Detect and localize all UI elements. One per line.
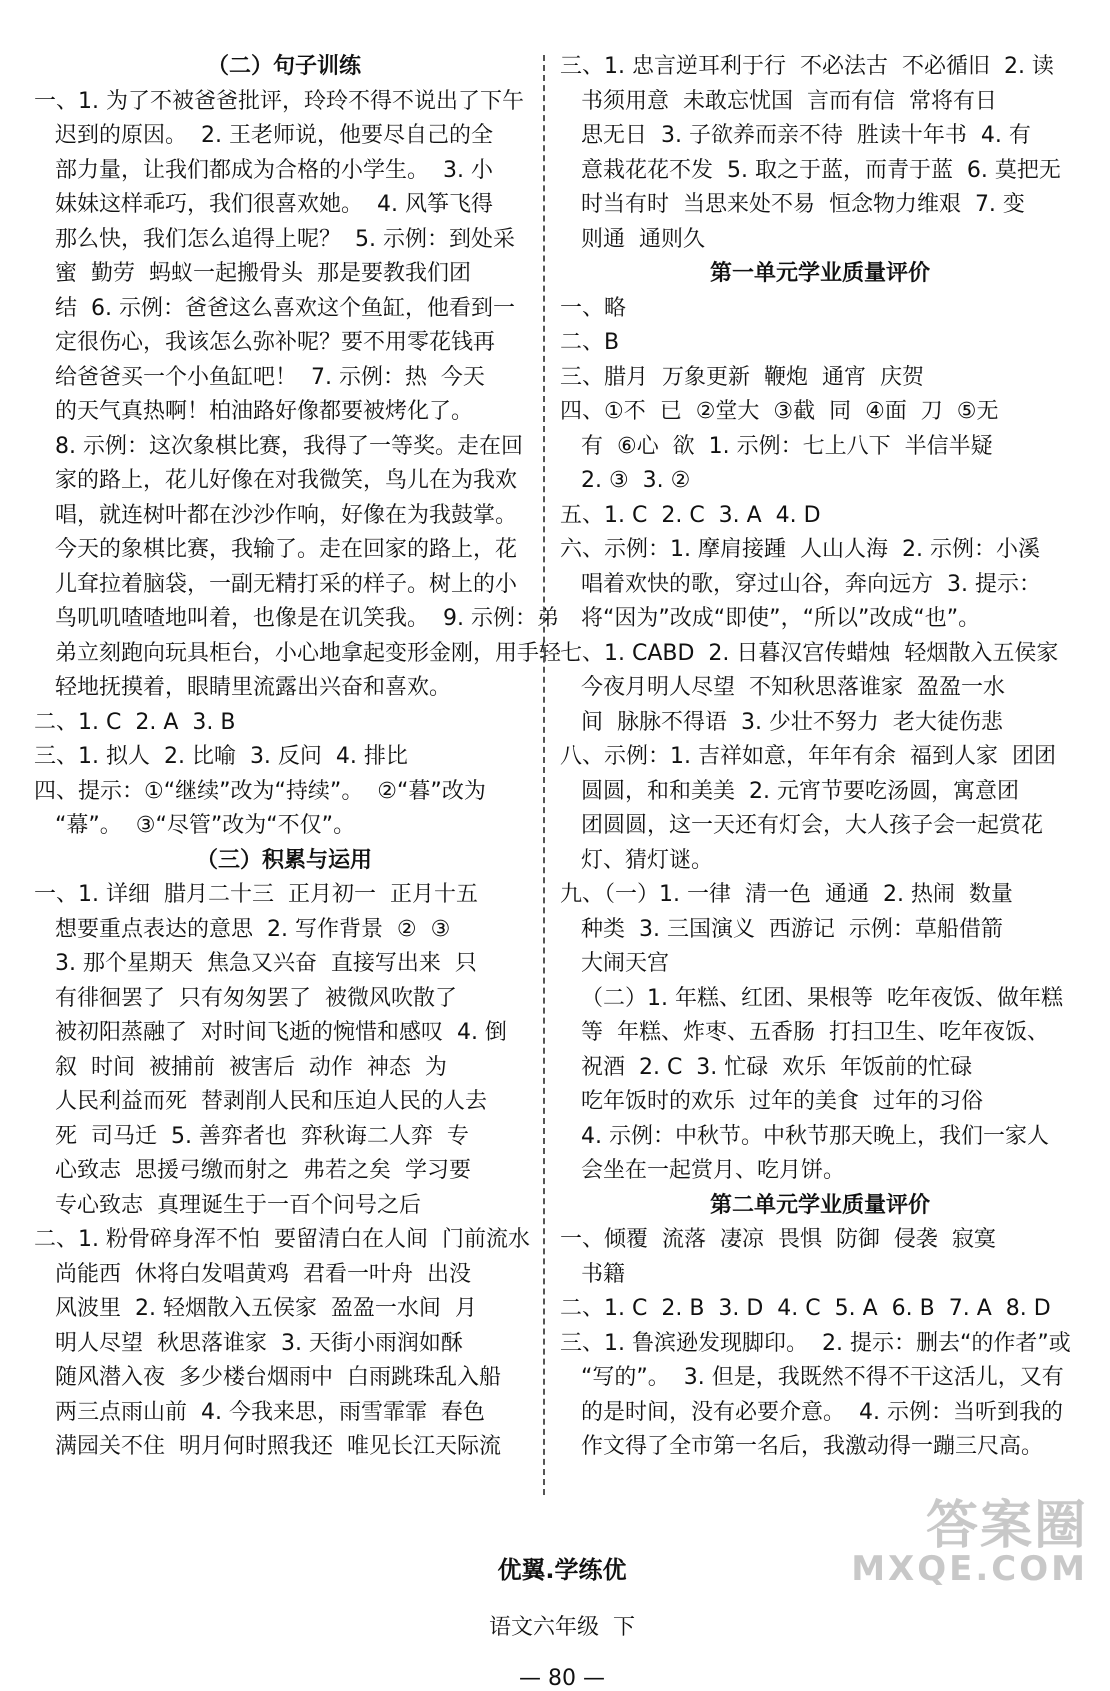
right-answer-line: 将“因为”改成“即使”，“所以”改成“也”。 bbox=[560, 606, 981, 631]
left-column bbox=[34, 50, 561, 1465]
right-answer-line: 圆圆，和和美美 2. 元宵节要吃汤圆，寓意团 bbox=[560, 778, 1019, 804]
left-answer-line: 心致志 思援弓缴而射之 弗若之矣 学习要 bbox=[34, 1158, 471, 1183]
left-answer-line: 风波里 2. 轻烟散入五侯家 盈盈一水间 月 bbox=[34, 1296, 477, 1321]
right-answer-line: 意栽花花不发 5. 取之于蓝，而青于蓝 6. 莫把无 bbox=[560, 157, 1061, 183]
watermark-logo bbox=[851, 1496, 1088, 1589]
left-answer-line: 唱，就连树叶都在沙沙作响，好像在为我鼓掌。 bbox=[34, 502, 517, 528]
left-answer-line: 三、1. 拟人 2. 比喻 3. 反问 4. 排比 bbox=[34, 744, 408, 769]
right-answer-line: 的是时间，没有必要介意。 4. 示例：当听到我的 bbox=[560, 1399, 1063, 1425]
watermark-bottom: MXQE.COM bbox=[851, 1549, 1088, 1589]
right-answer-line: 七、1. CABD 2. 日暮汉宫传蜡烛 轻烟散入五侯家 bbox=[560, 640, 1059, 666]
left-answer-line: 一、1. 为了不被爸爸批评，玲玲不得不说出了下午 bbox=[34, 88, 524, 114]
left-answer-line: 8. 示例：这次象棋比赛，我得了一等奖。走在回 bbox=[34, 433, 523, 459]
left-answer-line: 专心致志 真理诞生于一百个问号之后 bbox=[34, 1192, 421, 1218]
right-answer-line: “写的”。 3. 但是，我既然不得不干这活儿，又有 bbox=[560, 1365, 1064, 1390]
left-answer-line: 死 司马迁 5. 善弈者也 弈秋诲二人弈 专 bbox=[34, 1123, 469, 1149]
left-answer-line: 随风潜入夜 多少楼台烟雨中 白雨跳珠乱入船 bbox=[34, 1365, 501, 1390]
footer-subject: 语文六年级 下 bbox=[489, 1615, 635, 1640]
left-answer-line: 结 6. 示例：爸爸这么喜欢这个鱼缸，他看到一 bbox=[34, 295, 515, 321]
left-answer-line: 那么快，我们怎么追得上呢？ 5. 示例：到处采 bbox=[34, 226, 515, 252]
right-answer-line: 作文得了全市第一名后，我激动得一蹦三尺高。 bbox=[560, 1434, 1043, 1459]
right-answer-line: 三、1. 鲁滨逊发现脚印。 2. 提示：删去“的作者”或 bbox=[560, 1330, 1071, 1356]
left-answer-line: 的天气真热啊！柏油路好像都要被烤化了。 bbox=[34, 399, 473, 424]
left-answer-line: 想要重点表达的意思 2. 写作背景 ② ③ bbox=[34, 916, 451, 942]
right-answer-line: 时当有时 当思来处不易 恒念物力维艰 7. 变 bbox=[560, 192, 1025, 217]
footer-brand: 优翼.学练优 bbox=[497, 1556, 627, 1584]
right-answer-line: 二、B bbox=[560, 330, 620, 355]
left-answer-line: 蜜 勤劳 蚂蚁一起搬骨头 那是要教我们团 bbox=[34, 261, 471, 286]
watermark-top: 答案圈 bbox=[925, 1496, 1088, 1556]
left-answer-line: 人民利益而死 替剥削人民和压迫人民的人去 bbox=[34, 1089, 487, 1114]
right-answer-line: 书籍 bbox=[560, 1261, 625, 1287]
left-answer-line: 二、1. 粉骨碎身浑不怕 要留清白在人间 门前流水 bbox=[34, 1227, 530, 1252]
column-divider bbox=[543, 55, 545, 1495]
left-answer-line: 迟到的原因。 2. 王老师说，他要尽自己的全 bbox=[34, 123, 493, 148]
left-answer-line: 3. 那个星期天 焦急又兴奋 直接写出来 只 bbox=[34, 951, 477, 976]
left-answer-line: 尚能西 休将白发唱黄鸡 君看一叶舟 出没 bbox=[34, 1261, 471, 1287]
right-section-heading: 第一单元学业质量评价 bbox=[709, 261, 930, 286]
right-answer-line: 2. ③ 3. ② bbox=[560, 468, 691, 493]
right-answer-line: 灯、猜灯谜。 bbox=[560, 847, 713, 873]
left-answer-line: 叙 时间 被捕前 被害后 动作 神态 为 bbox=[34, 1054, 447, 1080]
left-answer-line: 儿耷拉着脑袋，一副无精打采的样子。树上的小 bbox=[34, 571, 517, 597]
left-answer-line: 被初阳蒸融了 对时间飞逝的惋惜和感叹 4. 倒 bbox=[34, 1020, 507, 1045]
left-answer-line: 今天的象棋比赛，我输了。走在回家的路上，花 bbox=[34, 537, 517, 562]
right-answer-line: 4. 示例：中秋节。中秋节那天晚上，我们一家人 bbox=[560, 1123, 1049, 1149]
left-answer-line: 定很伤心，我该怎么弥补呢？要不用零花钱再 bbox=[34, 330, 495, 355]
left-answer-line: 轻地抚摸着，眼睛里流露出兴奋和喜欢。 bbox=[34, 675, 451, 700]
footer-page-number: — 80 — bbox=[519, 1666, 605, 1691]
right-column bbox=[560, 50, 1080, 1465]
right-section-heading: 第二单元学业质量评价 bbox=[709, 1192, 930, 1218]
right-answer-line: 八、示例：1. 吉祥如意，年年有余 福到人家 团团 bbox=[560, 744, 1056, 769]
right-answer-line: 六、示例：1. 摩肩接踵 人山人海 2. 示例：小溪 bbox=[560, 537, 1040, 562]
right-answer-line: 等 年糕、炸枣、五香肠 打扫卫生、吃年夜饭、 bbox=[560, 1020, 1049, 1045]
left-answer-line: 弟立刻跑向玩具柜台，小心地拿起变形金刚，用手轻 bbox=[34, 640, 561, 666]
right-answer-line: 则通 通则久 bbox=[560, 226, 705, 252]
right-answer-line: 大闹天宫 bbox=[560, 951, 669, 976]
right-answer-line: 种类 3. 三国演义 西游记 示例：草船借箭 bbox=[560, 916, 1003, 942]
left-answer-line: 妹妹这样乖巧，我们很喜欢她。 4. 风筝飞得 bbox=[34, 192, 493, 217]
right-answer-line: 思无日 3. 子欲养而亲不待 胜读十年书 4. 有 bbox=[560, 123, 1031, 148]
right-answer-line: 书须用意 未敢忘忧国 言而有信 常将有日 bbox=[560, 88, 997, 114]
right-answer-line: 三、腊月 万象更新 鞭炮 通宵 庆贺 bbox=[560, 364, 924, 390]
right-answer-line: 五、1. C 2. C 3. A 4. D bbox=[560, 502, 821, 528]
right-answer-line: 二、1. C 2. B 3. D 4. C 5. A 6. B 7. A 8. D bbox=[560, 1296, 1051, 1321]
right-answer-line: 间 脉脉不得语 3. 少壮不努力 老大徒伤悲 bbox=[560, 709, 1003, 735]
right-answer-line: 四、①不 已 ②堂大 ③截 同 ④面 刀 ⑤无 bbox=[560, 399, 999, 424]
right-answer-line: 一、倾覆 流落 凄凉 畏惧 防御 侵袭 寂寞 bbox=[560, 1227, 996, 1252]
right-answer-line: 有 ⑥心 欲 1. 示例：七上八下 半信半疑 bbox=[560, 433, 993, 459]
left-answer-line: 有徘徊罢了 只有匆匆罢了 被微风吹散了 bbox=[34, 985, 457, 1011]
right-answer-line: 一、略 bbox=[560, 295, 627, 321]
right-answer-line: （二）1. 年糕、红团、果根等 吃年夜饭、做年糕 bbox=[560, 985, 1063, 1011]
left-answer-line: 二、1. C 2. A 3. B bbox=[34, 709, 236, 735]
left-answer-line: 明人尽望 秋思落谁家 3. 天街小雨润如酥 bbox=[34, 1330, 463, 1356]
left-answer-line: 两三点雨山前 4. 今我来思，雨雪霏霏 春色 bbox=[34, 1399, 485, 1425]
left-answer-line: 一、1. 详细 腊月二十三 正月初一 正月十五 bbox=[34, 882, 478, 907]
right-answer-line: 团圆圆，这一天还有灯会，大人孩子会一起赏花 bbox=[560, 813, 1043, 838]
left-section-heading: （三）积累与运用 bbox=[195, 847, 372, 873]
left-answer-line: 部力量，让我们都成为合格的小学生。 3. 小 bbox=[34, 157, 493, 183]
right-answer-line: 祝酒 2. C 3. 忙碌 欢乐 年饭前的忙碌 bbox=[560, 1054, 973, 1080]
left-answer-line: 鸟叽叽喳喳地叫着，也像是在讥笑我。 9. 示例：弟 bbox=[34, 606, 559, 631]
left-answer-line: 家的路上，花儿好像在对我微笑，鸟儿在为我欢 bbox=[34, 468, 517, 493]
left-section-heading: （二）句子训练 bbox=[206, 54, 361, 79]
right-answer-line: 三、1. 忠言逆耳利于行 不必法古 不必循旧 2. 读 bbox=[560, 54, 1054, 79]
right-answer-line: 今夜月明人尽望 不知秋思落谁家 盈盈一水 bbox=[560, 675, 1005, 700]
left-answer-line: 给爸爸买一个小鱼缸吧！ 7. 示例：热 今天 bbox=[34, 364, 485, 390]
right-answer-line: 会坐在一起赏月、吃月饼。 bbox=[560, 1158, 845, 1183]
left-answer-line: 四、提示：①“继续”改为“持续”。 ②“暮”改为 bbox=[34, 778, 486, 804]
right-answer-line: 吃年饭时的欢乐 过年的美食 过年的习俗 bbox=[560, 1089, 983, 1114]
left-answer-line: “幕”。 ③“尽管”改为“不仅”。 bbox=[34, 813, 356, 838]
left-answer-line: 满园关不住 明月何时照我还 唯见长江天际流 bbox=[34, 1434, 501, 1459]
right-answer-line: 九、（一）1. 一律 清一色 通通 2. 热闹 数量 bbox=[560, 882, 1013, 907]
right-answer-line: 唱着欢快的歌，穿过山谷，奔向远方 3. 提示： bbox=[560, 571, 1041, 597]
